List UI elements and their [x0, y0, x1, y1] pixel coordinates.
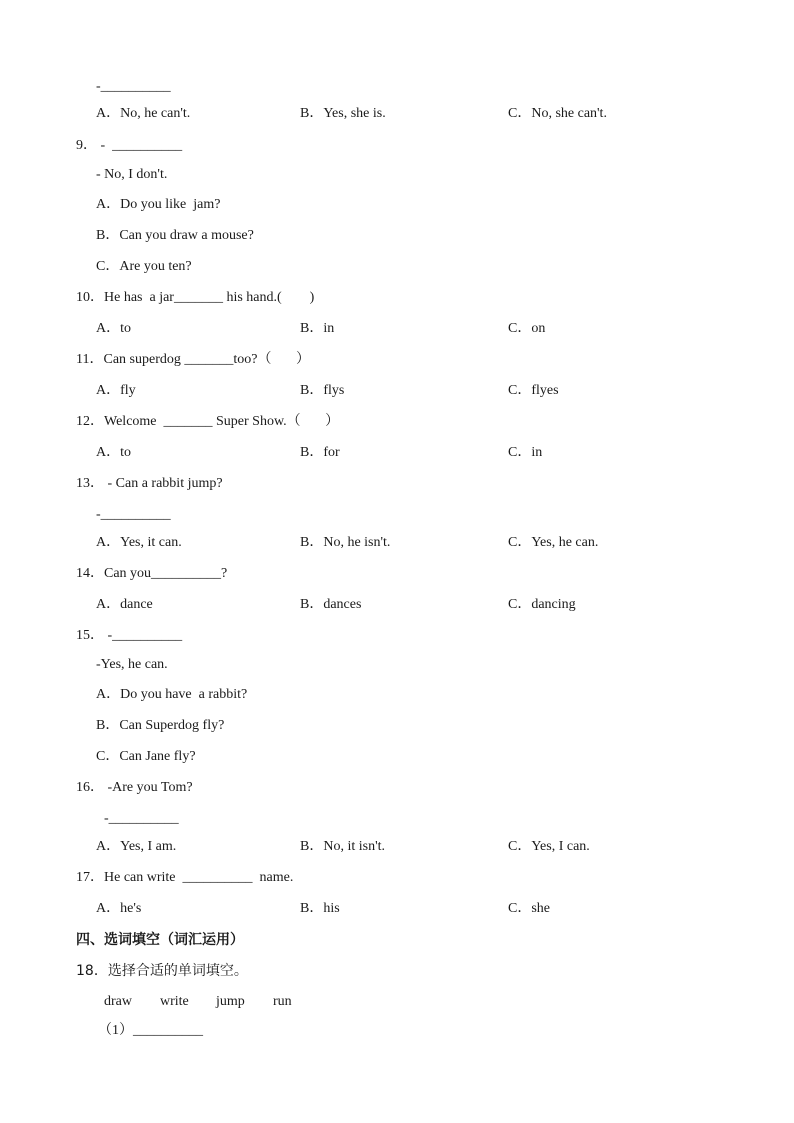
q8-option-b[interactable]: B．Yes, she is. [300, 106, 386, 121]
q9-stem: 9． - __________ [76, 138, 183, 153]
q10-option-b[interactable]: B．in [300, 321, 335, 336]
q14-option-c[interactable]: C．dancing [508, 597, 576, 612]
q13-option-a[interactable]: A．Yes, it can. [96, 535, 182, 550]
q15-response: -Yes, he can. [96, 657, 168, 672]
q12-option-a[interactable]: A．to [96, 445, 131, 460]
word-bank-jump: jump [216, 994, 245, 1009]
q16-option-c[interactable]: C．Yes, I can. [508, 839, 590, 854]
q15-option-b[interactable]: B．Can Superdog fly? [96, 718, 225, 733]
q8-option-c[interactable]: C．No, she can't. [508, 106, 607, 121]
q9-option-a[interactable]: A．Do you like jam? [96, 197, 221, 212]
q17-option-a[interactable]: A．he's [96, 901, 142, 916]
q11-option-a[interactable]: A．fly [96, 383, 136, 398]
q16-stem: 16． -Are you Tom? [76, 780, 193, 795]
word-bank-draw: draw [104, 994, 132, 1009]
q14-stem: 14．Can you__________? [76, 566, 228, 581]
q14-option-a[interactable]: A．dance [96, 597, 153, 612]
q11-option-c[interactable]: C．flyes [508, 383, 559, 398]
q18-sub-1: （1）__________ [98, 1023, 203, 1038]
q16-answer-line: -__________ [104, 811, 179, 826]
q12-option-b[interactable]: B．for [300, 445, 340, 460]
q12-stem: 12．Welcome _______ Super Show.（ ） [76, 414, 340, 429]
q8-option-a[interactable]: A．No, he can't. [96, 106, 191, 121]
q11-option-b[interactable]: B．flys [300, 383, 345, 398]
q9-response: - No, I don't. [96, 167, 168, 182]
q10-option-c[interactable]: C．on [508, 321, 546, 336]
q13-stem: 13． - Can a rabbit jump? [76, 476, 223, 491]
q8-answer-line: -__________ [96, 79, 171, 94]
q10-option-a[interactable]: A．to [96, 321, 131, 336]
q16-option-b[interactable]: B．No, it isn't. [300, 839, 385, 854]
q17-stem: 17．He can write __________ name. [76, 870, 294, 885]
q15-stem: 15． -__________ [76, 628, 183, 643]
q10-stem: 10．He has a jar_______ his hand.( ) [76, 290, 315, 305]
section-4-heading: 四、选词填空（词汇运用） [76, 932, 244, 948]
q17-option-b[interactable]: B．his [300, 901, 340, 916]
q15-option-c[interactable]: C．Can Jane fly? [96, 749, 196, 764]
q13-option-b[interactable]: B．No, he isn't. [300, 535, 391, 550]
q14-option-b[interactable]: B．dances [300, 597, 362, 612]
q18-stem: 18．选择合适的单词填空。 [76, 963, 248, 979]
word-bank-run: run [273, 994, 292, 1009]
q15-option-a[interactable]: A．Do you have a rabbit? [96, 687, 248, 702]
q9-option-b[interactable]: B．Can you draw a mouse? [96, 228, 254, 243]
q9-option-c[interactable]: C．Are you ten? [96, 259, 192, 274]
q11-stem: 11．Can superdog _______too?（ ） [76, 352, 310, 367]
word-bank-write: write [160, 994, 189, 1009]
q16-option-a[interactable]: A．Yes, I am. [96, 839, 177, 854]
q17-option-c[interactable]: C．she [508, 901, 550, 916]
q13-option-c[interactable]: C．Yes, he can. [508, 535, 599, 550]
q13-answer-line: -__________ [96, 507, 171, 522]
q12-option-c[interactable]: C．in [508, 445, 543, 460]
